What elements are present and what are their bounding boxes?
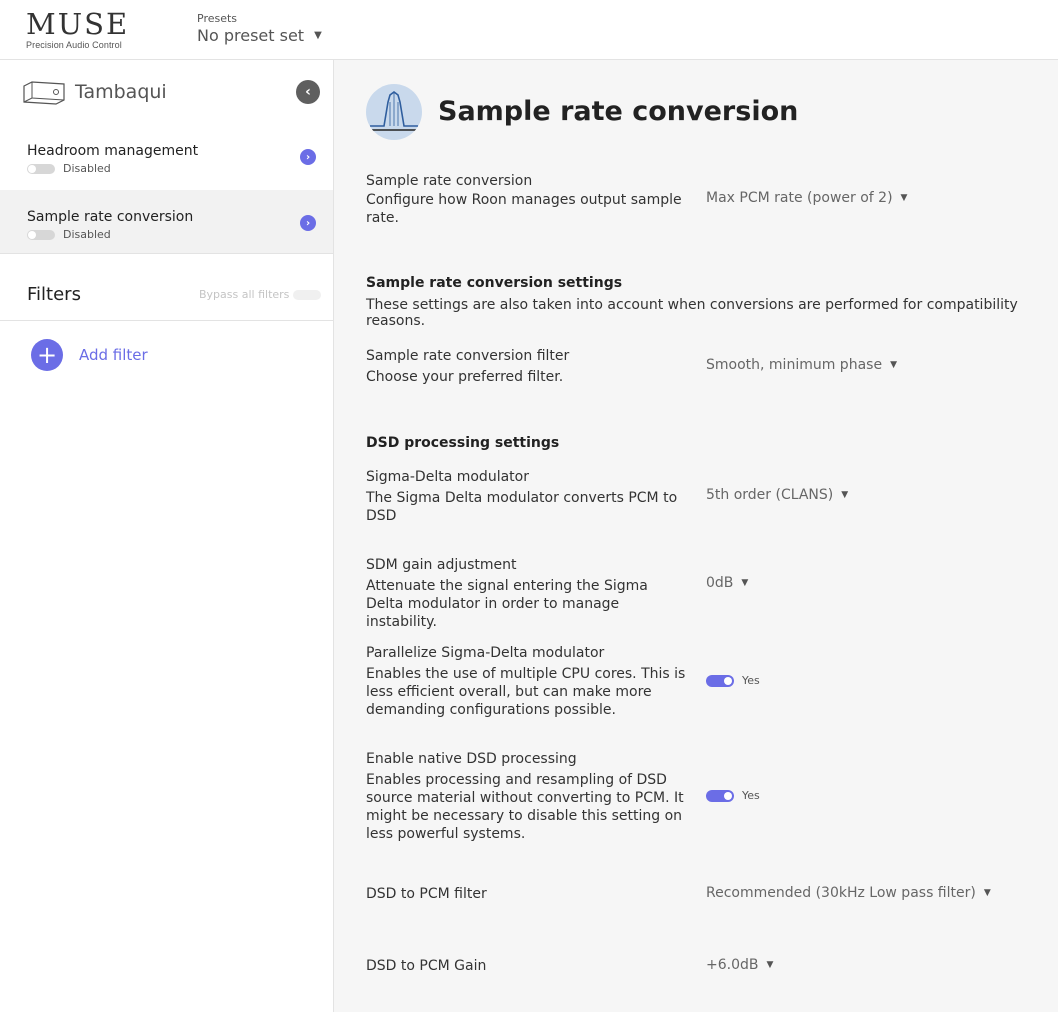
top-bar <box>0 0 1058 60</box>
sdm-gain-description: Attenuate the signal entering the Sigma Delta modulator in order to manage instability. <box>366 578 648 630</box>
presets-value-row[interactable] <box>197 26 322 45</box>
native-dsd-toggle[interactable] <box>706 790 734 802</box>
native-dsd-title: Enable native DSD processing <box>366 751 577 767</box>
dsd-settings-heading: DSD processing settings <box>366 435 560 451</box>
src-settings-heading: Sample rate conversion settings <box>366 275 623 291</box>
src-description: Configure how Roon manages output sample rate. <box>366 192 682 226</box>
dsd-pcm-gain-value: +6.0dB <box>706 957 759 973</box>
sdm-gain-value: 0dB <box>706 575 734 591</box>
caret-down-icon: ▼ <box>314 30 322 41</box>
native-dsd-toggle-label: Yes <box>742 789 760 802</box>
sdm-description: The Sigma Delta modulator converts PCM to DSD <box>366 490 678 524</box>
src-mode-value: Max PCM rate (power of 2) <box>706 190 893 206</box>
sdm-value: 5th order (CLANS) <box>706 487 834 503</box>
main-panel <box>334 60 1058 1012</box>
sidebar-item-headroom-management[interactable] <box>0 124 333 188</box>
parallelize-toggle[interactable] <box>706 675 734 687</box>
chevron-right-icon[interactable]: › <box>300 215 316 231</box>
src-title: Sample rate conversion <box>366 173 533 189</box>
filters-heading: Filters <box>27 284 81 305</box>
page-title: Sample rate conversion <box>438 96 799 127</box>
caret-down-icon: ▼ <box>841 490 849 500</box>
headroom-enable-toggle[interactable] <box>27 164 55 174</box>
device-name: Tambaqui <box>75 81 167 103</box>
src-filter-description: Choose your preferred filter. <box>366 369 564 385</box>
logo-word: MUSE <box>26 7 130 41</box>
caret-down-icon: ▼ <box>983 888 991 898</box>
src-mode-select[interactable] <box>706 190 907 206</box>
parallelize-description: Enables the use of multiple CPU cores. This is less efficient overall, but can make more demanding configurations possible. <box>366 666 686 718</box>
sdm-gain-select[interactable] <box>706 575 748 591</box>
chevron-right-icon[interactable]: › <box>300 149 316 165</box>
parallelize-toggle-label: Yes <box>742 674 760 687</box>
presets-value: No preset set <box>197 26 305 45</box>
muse-logo <box>26 8 129 50</box>
sidebar-item-sample-rate-conversion[interactable] <box>0 190 333 254</box>
dsd-pcm-filter-title: DSD to PCM filter <box>366 886 487 902</box>
dsd-pcm-gain-select[interactable] <box>706 957 773 973</box>
sidebar-item-status: Disabled <box>63 228 111 241</box>
dac-device-icon <box>22 80 66 106</box>
dsd-pcm-filter-value: Recommended (30kHz Low pass filter) <box>706 885 976 901</box>
native-dsd-description: Enables processing and resampling of DSD source material without converting to PCM. It might be necessary to disable this setting on less powerful systems. <box>366 772 684 842</box>
bypass-label: Bypass all filters <box>199 288 290 301</box>
src-settings-description: These settings are also taken into account when conversions are performed for compatibility reasons. <box>366 297 1018 329</box>
device-header <box>0 60 333 124</box>
sdm-gain-title: SDM gain adjustment <box>366 557 517 573</box>
caret-down-icon: ▼ <box>900 193 908 203</box>
plus-icon[interactable]: + <box>31 339 63 371</box>
sidebar-item-title: Headroom management <box>27 143 199 159</box>
add-filter-button[interactable] <box>31 339 148 371</box>
caret-down-icon: ▼ <box>741 578 749 588</box>
caret-down-icon: ▼ <box>766 960 774 970</box>
src-filter-select[interactable] <box>706 357 897 373</box>
divider <box>0 320 333 321</box>
src-filter-title: Sample rate conversion filter <box>366 348 570 364</box>
divider <box>0 253 333 254</box>
native-dsd-toggle-row[interactable] <box>706 789 760 802</box>
sidebar-item-title: Sample rate conversion <box>27 209 194 225</box>
collapse-sidebar-button[interactable] <box>296 80 320 104</box>
presets-label: Presets <box>197 12 238 25</box>
logo-subtitle: Precision Audio Control <box>26 40 122 50</box>
parallelize-title: Parallelize Sigma-Delta modulator <box>366 645 605 661</box>
sample-rate-icon <box>366 84 422 140</box>
dsd-pcm-filter-select[interactable] <box>706 885 991 901</box>
sdm-select[interactable] <box>706 487 848 503</box>
bypass-toggle[interactable] <box>293 290 321 300</box>
bypass-all-filters[interactable] <box>199 288 321 301</box>
add-filter-label[interactable]: Add filter <box>79 346 148 364</box>
sidebar-item-status: Disabled <box>63 162 111 175</box>
sidebar <box>0 60 334 1012</box>
caret-down-icon: ▼ <box>890 360 897 370</box>
sdm-title: Sigma-Delta modulator <box>366 469 529 485</box>
chevron-left-icon: ‹ <box>305 84 311 100</box>
presets-dropdown[interactable] <box>197 12 322 45</box>
src-enable-toggle[interactable] <box>27 230 55 240</box>
dsd-pcm-gain-title: DSD to PCM Gain <box>366 958 487 974</box>
parallelize-toggle-row[interactable] <box>706 674 760 687</box>
src-filter-value: Smooth, minimum phase <box>706 357 883 373</box>
